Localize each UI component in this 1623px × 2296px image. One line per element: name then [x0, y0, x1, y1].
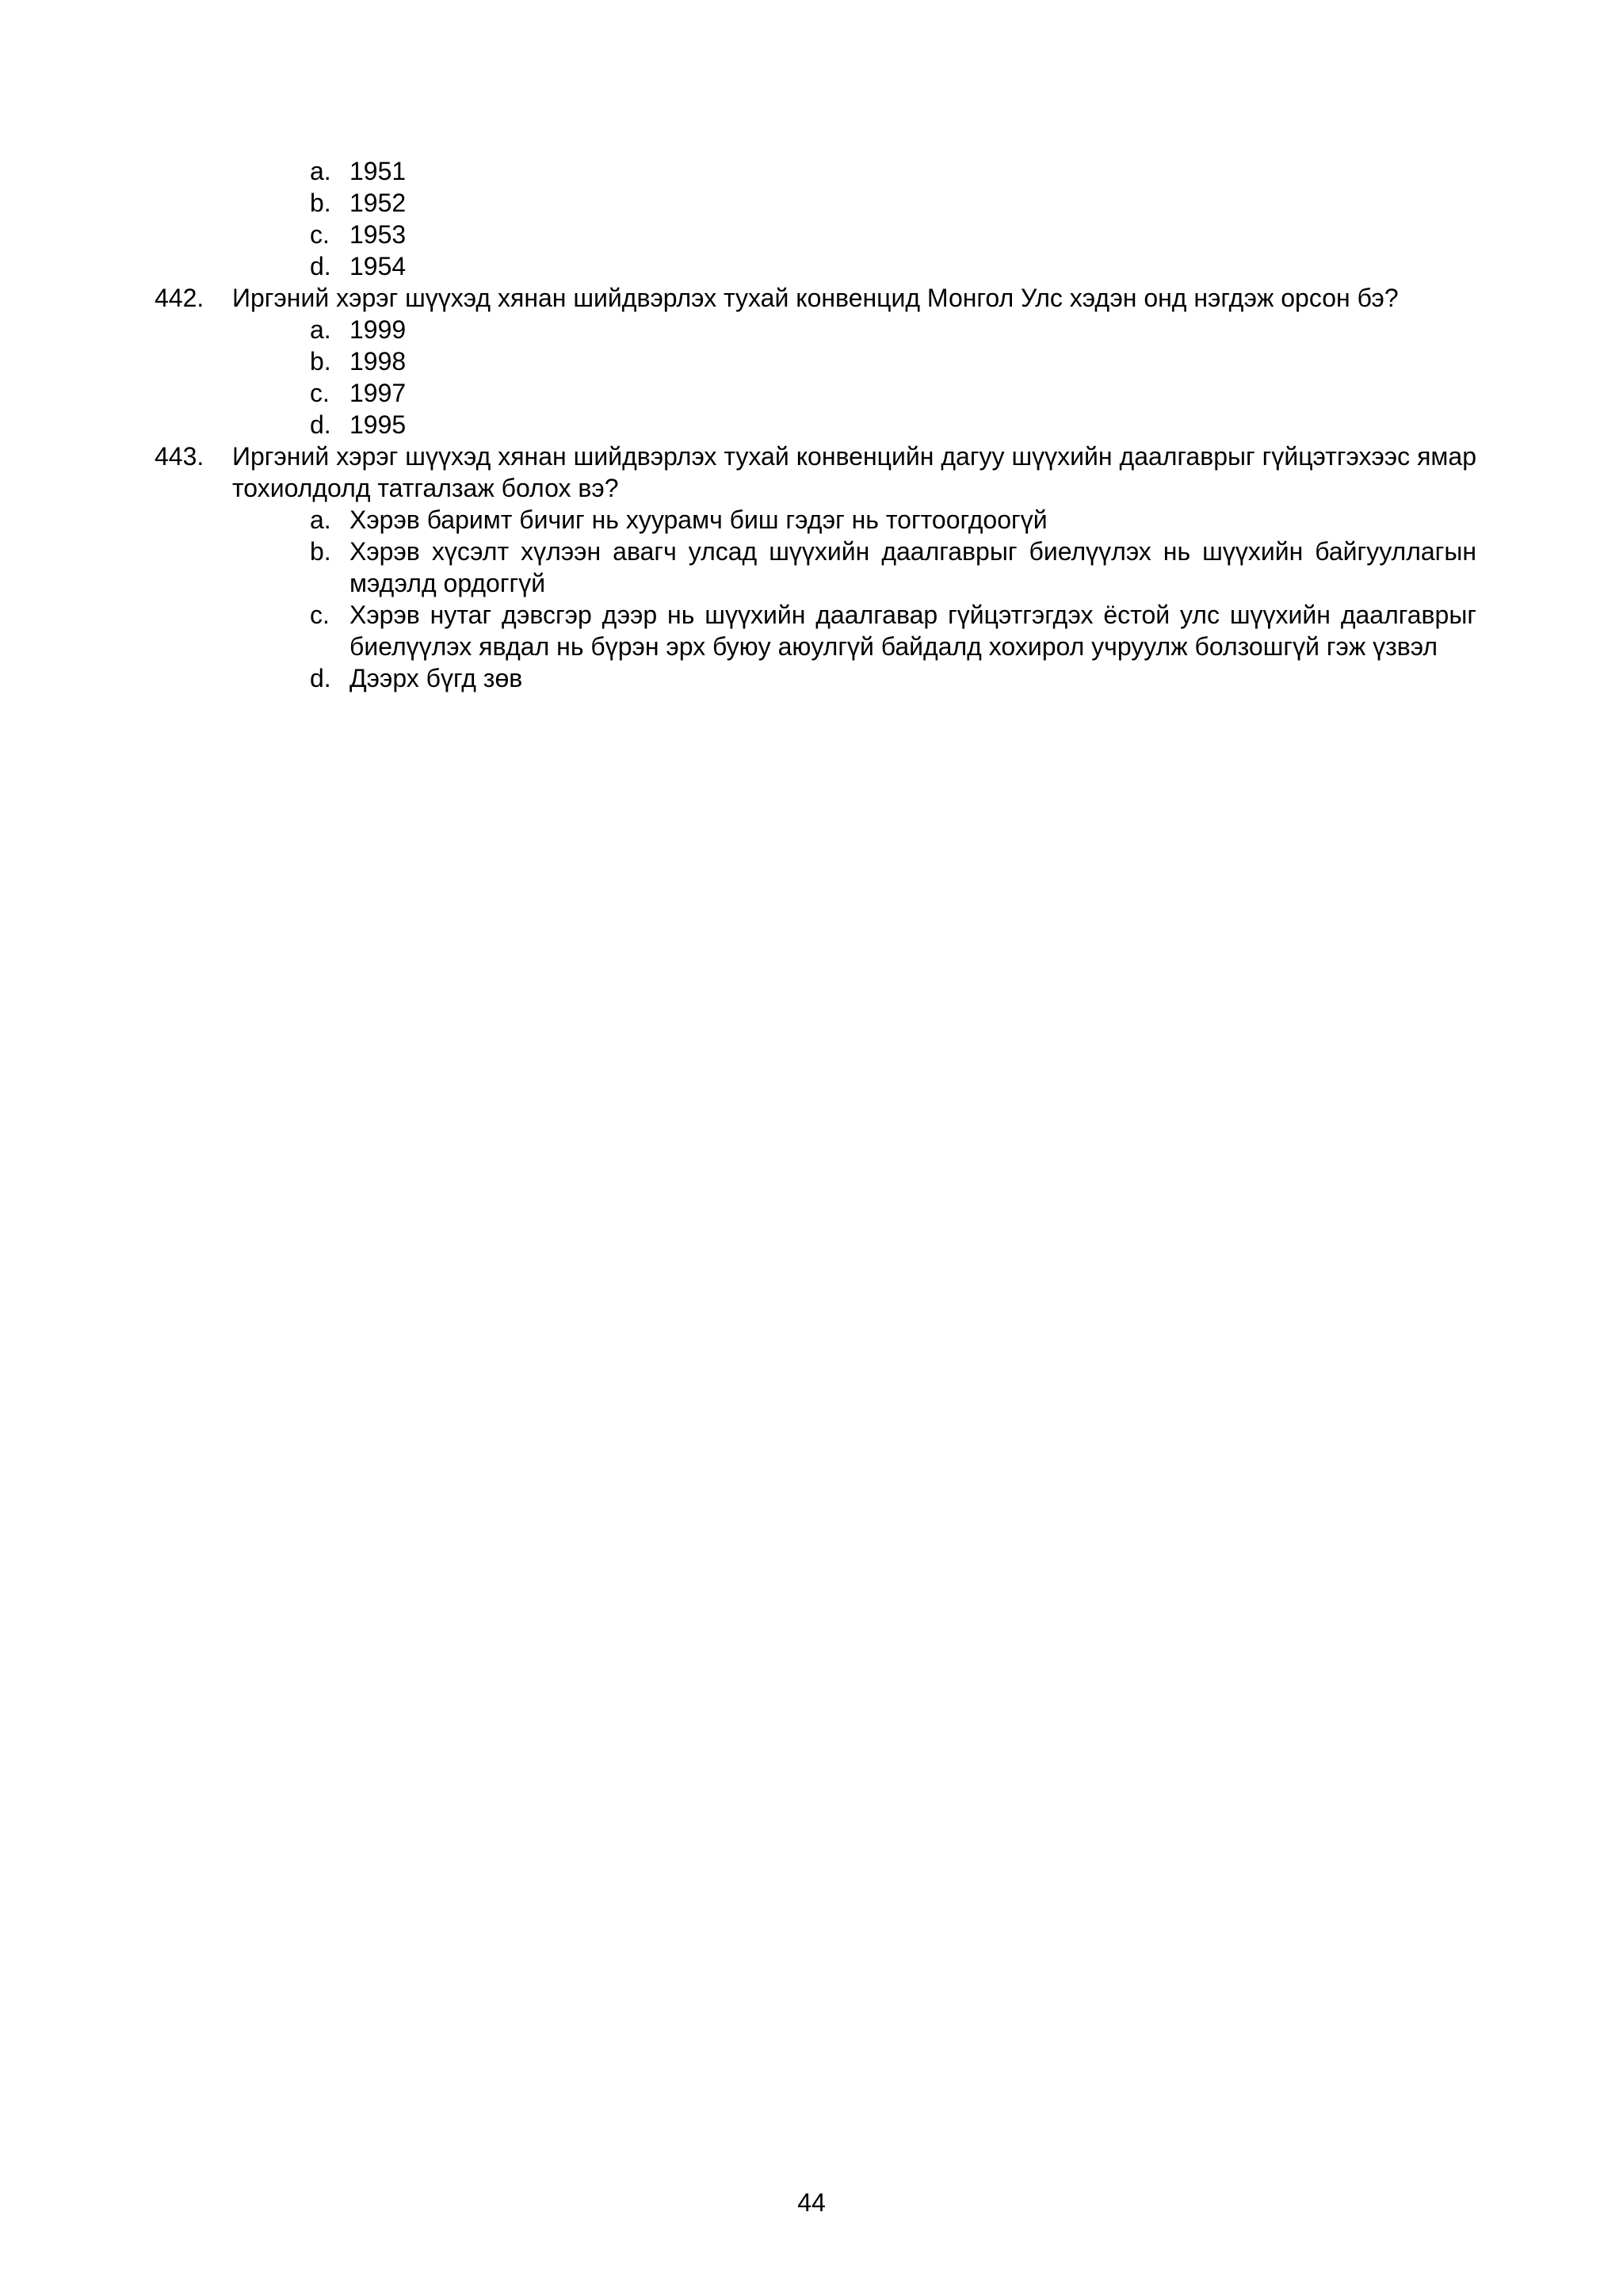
option-text: 1952 — [349, 189, 407, 217]
option-letter: a. — [310, 505, 331, 534]
option-c — [155, 599, 1476, 662]
option-text: 1999 — [349, 315, 407, 344]
option-letter: b. — [310, 347, 331, 376]
option-letter: b. — [310, 537, 331, 566]
previous-question-options — [155, 155, 1476, 282]
question-443 — [155, 441, 1476, 504]
option-text: Хэрэв баримт бичиг нь хуурамч биш гэдэг нь тогтоогдоогүй — [349, 505, 1048, 534]
option-a — [155, 314, 1476, 345]
question-443-options — [155, 504, 1476, 694]
option-text: Дээрх бүгд зөв — [349, 664, 523, 692]
option-letter: d. — [310, 664, 331, 692]
option-letter: d. — [310, 410, 331, 439]
option-letter: b. — [310, 189, 331, 217]
option-text: Хэрэв нутаг дэвсгэр дээр нь шүүхийн даалгавар гүйцэтгэгдэх ёстой улс шүүхийн даалгаврыг биелүүлэх явдал нь бүрэн эрх буюу аюулгүй байдалд хохирол учруулж болзошгүй гэж үзвэл — [349, 601, 1476, 661]
option-d — [155, 250, 1476, 282]
option-letter: c. — [310, 601, 330, 629]
option-letter: c. — [310, 379, 330, 407]
option-letter: a. — [310, 315, 331, 344]
option-letter: d. — [310, 252, 331, 280]
option-text: 1995 — [349, 410, 407, 439]
question-number: 443. — [155, 442, 204, 471]
option-c — [155, 219, 1476, 250]
option-a — [155, 155, 1476, 187]
option-text: 1953 — [349, 220, 407, 249]
option-b — [155, 345, 1476, 377]
option-text: 1954 — [349, 252, 407, 280]
option-letter: c. — [310, 220, 330, 249]
question-text: Иргэний хэрэг шүүхэд хянан шийдвэрлэх тухай конвенцид Монгол Улс хэдэн онд нэгдэж орсон бэ? — [232, 284, 1399, 312]
option-text: 1951 — [349, 157, 407, 185]
option-d — [155, 409, 1476, 441]
option-b — [155, 187, 1476, 219]
option-a — [155, 504, 1476, 536]
question-text: Иргэний хэрэг шүүхэд хянан шийдвэрлэх тухай конвенцийн дагуу шүүхийн даалгаврыг гүйцэтгэхээс ямар тохиолдолд татгалзаж болох вэ? — [232, 442, 1476, 502]
option-c — [155, 377, 1476, 409]
option-d — [155, 662, 1476, 694]
question-442-options — [155, 314, 1476, 441]
option-text: Хэрэв хүсэлт хүлээн авагч улсад шүүхийн даалгаврыг биелүүлэх нь шүүхийн байгууллагын мэдэлд ордоггүй — [349, 537, 1476, 597]
question-number: 442. — [155, 284, 204, 312]
question-442 — [155, 282, 1476, 314]
page-content — [155, 155, 1476, 694]
option-b — [155, 536, 1476, 599]
option-text: 1998 — [349, 347, 407, 376]
page-number: 44 — [797, 2188, 826, 2217]
option-letter: a. — [310, 157, 331, 185]
option-text: 1997 — [349, 379, 407, 407]
